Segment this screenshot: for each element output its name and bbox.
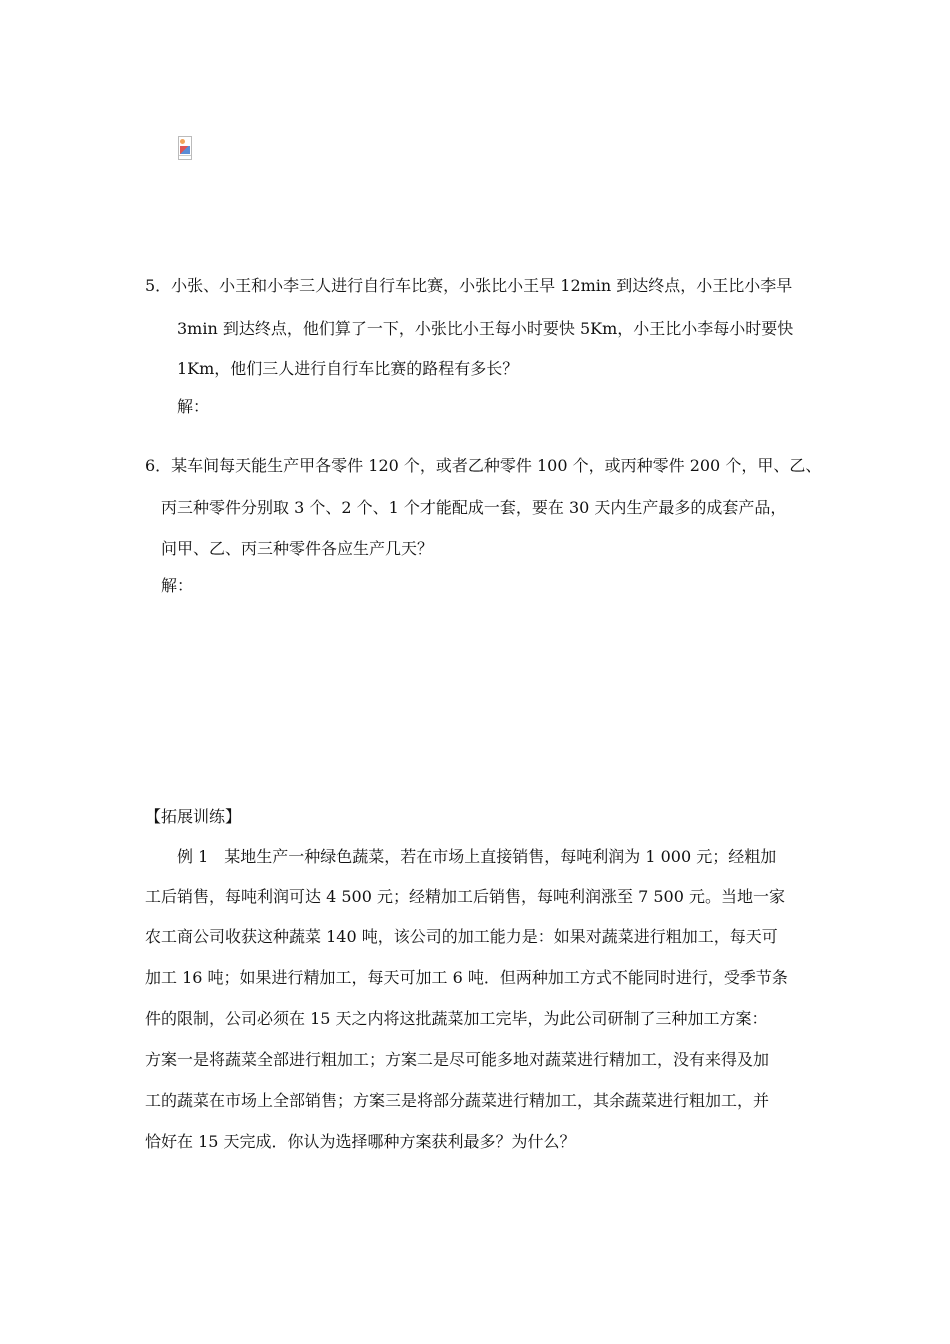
problem-5-answer-label: 解： [177, 397, 210, 416]
example-1-line-4: 加工 16 吨；如果进行精加工，每天可加工 6 吨．但两种加工方式不能同时进行，受季节条 [145, 968, 788, 987]
problem-6-line-1: 6．某车间每天能生产甲各零件 120 个，或者乙种零件 100 个，或丙种零件 200 个，甲、乙、 [145, 456, 822, 475]
example-1-line-6: 方案一是将蔬菜全部进行粗加工；方案二是尽可能多地对蔬菜进行精加工，没有来得及加 [145, 1050, 770, 1069]
problem-6-answer-label: 解： [161, 576, 194, 595]
example-1-line-5: 件的限制，公司必须在 15 天之内将这批蔬菜加工完毕，为此公司研制了三种加工方案： [145, 1009, 768, 1028]
extension-heading: 【拓展训练】 [145, 807, 242, 826]
problem-6-line-3: 问甲、乙、丙三种零件各应生产几天？ [161, 539, 434, 558]
example-1-line-2: 工后销售，每吨利润可达 4 500 元；经精加工后销售，每吨利润涨至 7 500 元。当地一家 [145, 887, 785, 906]
example-1-line-8: 恰好在 15 天完成．你认为选择哪种方案获利最多？为什么？ [145, 1132, 576, 1151]
problem-5-line-1: 5．小张、小王和小李三人进行自行车比赛，小张比小王早 12min 到达终点，小王比小李早 [145, 276, 793, 295]
problem-6-line-2: 丙三种零件分别取 3 个、2 个、1 个才能配成一套，要在 30 天内生产最多的成套产品， [161, 498, 787, 517]
broken-image-icon [178, 136, 192, 160]
example-1-line-1: 例 1 某地生产一种绿色蔬菜，若在市场上直接销售，每吨利润为 1 000 元；经粗加 [177, 847, 777, 866]
problem-5-line-3: 1Km，他们三人进行自行车比赛的路程有多长？ [177, 359, 519, 378]
example-1-line-7: 工的蔬菜在市场上全部销售；方案三是将部分蔬菜进行精加工，其余蔬菜进行粗加工，并 [145, 1091, 770, 1110]
problem-5-line-2: 3min 到达终点，他们算了一下，小张比小王每小时要快 5Km，小王比小李每小时要快 [177, 319, 794, 338]
example-1-line-3: 农工商公司收获这种蔬菜 140 吨，该公司的加工能力是：如果对蔬菜进行粗加工，每天可 [145, 927, 778, 946]
